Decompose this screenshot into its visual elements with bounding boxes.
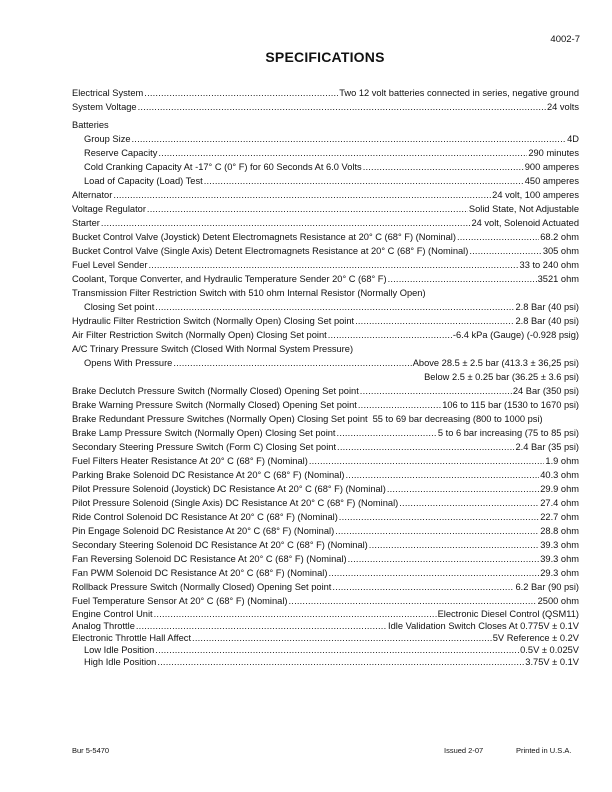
dot-leader [138,100,546,114]
spec-row [72,174,579,188]
dot-leader [136,620,387,632]
spec-row [72,632,579,644]
dot-leader [457,230,539,244]
spec-label: Analog Throttle [72,621,135,631]
dot-leader [101,216,471,230]
spec-row [72,468,579,482]
spec-row [72,454,579,468]
dot-leader [337,426,437,440]
spec-row [72,524,579,538]
spec-value: 900 amperes [524,162,579,172]
spec-row [72,216,579,230]
spec-value: 305 ohm [542,246,579,256]
spec-row [72,258,579,272]
spec-value: 4D [567,134,579,144]
spec-label: High Idle Position [84,657,157,667]
spec-row [72,440,579,454]
spec-value: 2.4 Bar (35 psi) [515,442,579,452]
dot-leader [144,86,338,100]
spec-value: Idle Validation Switch Closes At 0.775V ± 0.1V [388,621,579,631]
spec-label: System Voltage [72,102,137,112]
printed-location: Printed in U.S.A. [516,746,572,755]
spec-value: 24 volts [546,102,579,112]
dot-leader [339,510,539,524]
spec-value: 24 Bar (350 psi) [512,386,579,396]
dot-leader [132,132,567,146]
dot-leader [337,440,514,454]
spec-label: Air Filter Restriction Switch (Normally Open) Closing Set point [72,330,327,340]
spec-label: Pilot Pressure Solenoid (Joystick) DC Resistance At 20° C (68° F) (Nominal) [72,484,386,494]
spec-row [72,286,579,300]
spec-label: Secondary Steering Pressure Switch (Form C) Closing Set point [72,442,337,452]
spec-value: 29.9 ohm [540,484,579,494]
spec-label: Closing Set point [84,302,155,312]
dot-leader [388,272,537,286]
spec-row [72,566,579,580]
document-number: Bur 5-5470 [72,746,110,755]
spec-label: Opens With Pressure [84,358,173,368]
spec-value: Electronic Diesel Control (QSM11) [437,609,579,619]
spec-row [72,398,579,412]
spec-label: Engine Control Unit [72,609,153,619]
spec-label: Cold Cranking Capacity At -17° C (0° F) for 60 Seconds At 6.0 Volts [84,162,362,172]
spec-row [72,356,579,370]
spec-value: 33 to 240 ohm [519,260,579,270]
spec-row [72,412,579,426]
spec-row [72,426,579,440]
dot-leader [155,300,514,314]
spec-label: Pin Engage Solenoid DC Resistance At 20° C (68° F) (Nominal) [72,526,335,536]
spec-value: 5 to 6 bar increasing (75 to 85 psi) [437,428,579,438]
issue-date: Issued 2-07 [444,746,484,755]
dot-leader [332,580,514,594]
dot-leader [289,594,537,608]
dot-leader [387,482,539,496]
spec-row [72,86,579,100]
spec-row [72,188,579,202]
spec-row [72,644,579,656]
spec-label: Secondary Steering Solenoid DC Resistance At 20° C (68° F) (Nominal) [72,540,368,550]
spec-row [72,594,579,608]
spec-label: Bucket Control Valve (Joystick) Detent Electromagnets Resistance at 20° C (68° F) (Nominal) [72,232,456,242]
spec-value: 28.8 ohm [540,526,579,536]
page-title: SPECIFICATIONS [265,49,385,65]
dot-leader [399,496,539,510]
spec-row [72,656,579,668]
dot-leader [355,314,514,328]
spec-label: Ride Control Solenoid DC Resistance At 20° C (68° F) (Nominal) [72,512,338,522]
spec-value: 450 amperes [524,176,579,186]
spec-value: 3521 ohm [537,274,579,284]
spec-value: 29.3 ohm [540,568,579,578]
spec-row [72,538,579,552]
spec-label: Starter [72,218,100,228]
spec-label: Voltage Regulator [72,204,146,214]
spec-row [72,202,579,216]
dot-leader [173,356,411,370]
dot-leader [113,188,491,202]
spec-value: 39.3 ohm [540,540,579,550]
spec-label: Transmission Filter Restriction Switch with 510 ohm Internal Resistor (Normally Open) [72,288,426,298]
spec-row [72,510,579,524]
spec-row [72,482,579,496]
dot-leader [328,566,539,580]
spec-row [72,496,579,510]
spec-value: Solid State, Not Adjustable [468,204,579,214]
spec-label: Load of Capacity (Load) Test [84,176,203,186]
spec-label: Rollback Pressure Switch (Normally Closed) Opening Set point [72,582,332,592]
dot-leader [363,160,524,174]
dot-leader [309,454,545,468]
dot-leader [158,146,527,160]
spec-row [72,370,579,384]
spec-value: 6.2 Bar (90 psi) [515,582,579,592]
spec-row [72,146,579,160]
dot-leader [348,552,540,566]
spec-label: Pilot Pressure Solenoid (Single Axis) DC Resistance At 20° C (68° F) (Nominal) [72,498,399,508]
spec-row [72,244,579,258]
dot-leader [328,328,452,342]
spec-row [72,314,579,328]
spec-row [72,384,579,398]
spec-value: -6.4 kPa (Gauge) (-0.928 psig) [452,330,579,340]
spec-row [72,328,579,342]
spec-value: Above 28.5 ± 2.5 bar (413.3 ± 36,25 psi) [412,358,579,368]
spec-label: Brake Lamp Pressure Switch (Normally Open) Closing Set point [72,428,336,438]
specifications-list [72,86,579,668]
spec-value: 27.4 ohm [540,498,579,508]
dot-leader [469,244,541,258]
spec-row [72,160,579,174]
spec-label: Reserve Capacity [84,148,158,158]
spec-label: Bucket Control Valve (Single Axis) Detent Electromagnets Resistance at 20° C (68° F) (Nominal) [72,246,469,256]
spec-label: Parking Brake Solenoid DC Resistance At 20° C (68° F) (Nominal) [72,470,345,480]
spec-value: 0.5V ± 0.025V [520,645,579,655]
spec-label: A/C Trinary Pressure Switch (Closed With Normal System Pressure) [72,344,354,354]
dot-leader [335,524,539,538]
spec-label: Alternator [72,190,113,200]
spec-value: 40.3 ohm [540,470,579,480]
page-number: 4002-7 [550,34,580,45]
dot-leader [154,608,437,620]
spec-label: Brake Redundant Pressure Switches (Normally Open) Closing Set point [72,414,368,424]
dot-leader [155,644,519,656]
spec-value: Below 2.5 ± 0.25 bar (36.25 ± 3.6 psi) [424,372,579,382]
spec-label: Brake Warning Pressure Switch (Normally Closed) Opening Set point [72,400,357,410]
dot-leader [358,398,441,412]
spec-label: Coolant, Torque Converter, and Hydraulic Temperature Sender 20° C (68° F) [72,274,387,284]
spec-row [72,132,579,146]
spec-label: Fan PWM Solenoid DC Resistance At 20° C (68° F) (Nominal) [72,568,328,578]
spec-label: Electronic Throttle Hall Affect [72,633,192,643]
spec-value: 24 volt, 100 amperes [492,190,579,200]
spec-label: Fan Reversing Solenoid DC Resistance At 20° C (68° F) (Nominal) [72,554,347,564]
spec-value: 55 to 69 bar decreasing (800 to 1000 psi) [372,414,543,424]
spec-row [72,620,579,632]
spec-value: 290 minutes [528,148,579,158]
dot-leader [369,538,539,552]
spec-row [72,552,579,566]
dot-leader [192,632,492,644]
spec-row [72,100,579,114]
spec-label: Low Idle Position [84,645,155,655]
dot-leader [346,468,540,482]
spec-label: Hydraulic Filter Restriction Switch (Normally Open) Closing Set point [72,316,355,326]
spec-value: 1.9 ohm [545,456,579,466]
dot-leader [157,656,524,668]
spec-value: 68.2 ohm [540,232,579,242]
dot-leader [148,258,518,272]
spec-value: 5V Reference ± 0.2V [492,633,579,643]
spec-value: 3.75V ± 0.1V [525,657,579,667]
spec-label: Brake Declutch Pressure Switch (Normally Closed) Opening Set point [72,386,359,396]
spec-value: Two 12 volt batteries connected in series, negative ground [339,88,579,98]
spec-row [72,118,579,132]
dot-leader [360,384,512,398]
spec-value: 106 to 115 bar (1530 to 1670 psi) [442,400,579,410]
spec-label: Fuel Filters Heater Resistance At 20° C (68° F) (Nominal) [72,456,308,466]
spec-label: Group Size [84,134,131,144]
spec-value: 2.8 Bar (40 psi) [515,316,579,326]
spec-value: 2.8 Bar (40 psi) [515,302,579,312]
spec-value: 39.3 ohm [540,554,579,564]
spec-row [72,580,579,594]
spec-row [72,230,579,244]
spec-label: Fuel Level Sender [72,260,148,270]
spec-row [72,342,579,356]
spec-value: 22.7 ohm [540,512,579,522]
spec-label: Fuel Temperature Sensor At 20° C (68° F) (Nominal) [72,596,288,606]
spec-value: 24 volt, Solenoid Actuated [471,218,579,228]
dot-leader [147,202,468,216]
spec-row [72,608,579,620]
spec-row [72,300,579,314]
spec-value: 2500 ohm [537,596,579,606]
spec-row [72,272,579,286]
spec-label: Batteries [72,120,109,130]
dot-leader [204,174,524,188]
spec-label: Electrical System [72,88,144,98]
